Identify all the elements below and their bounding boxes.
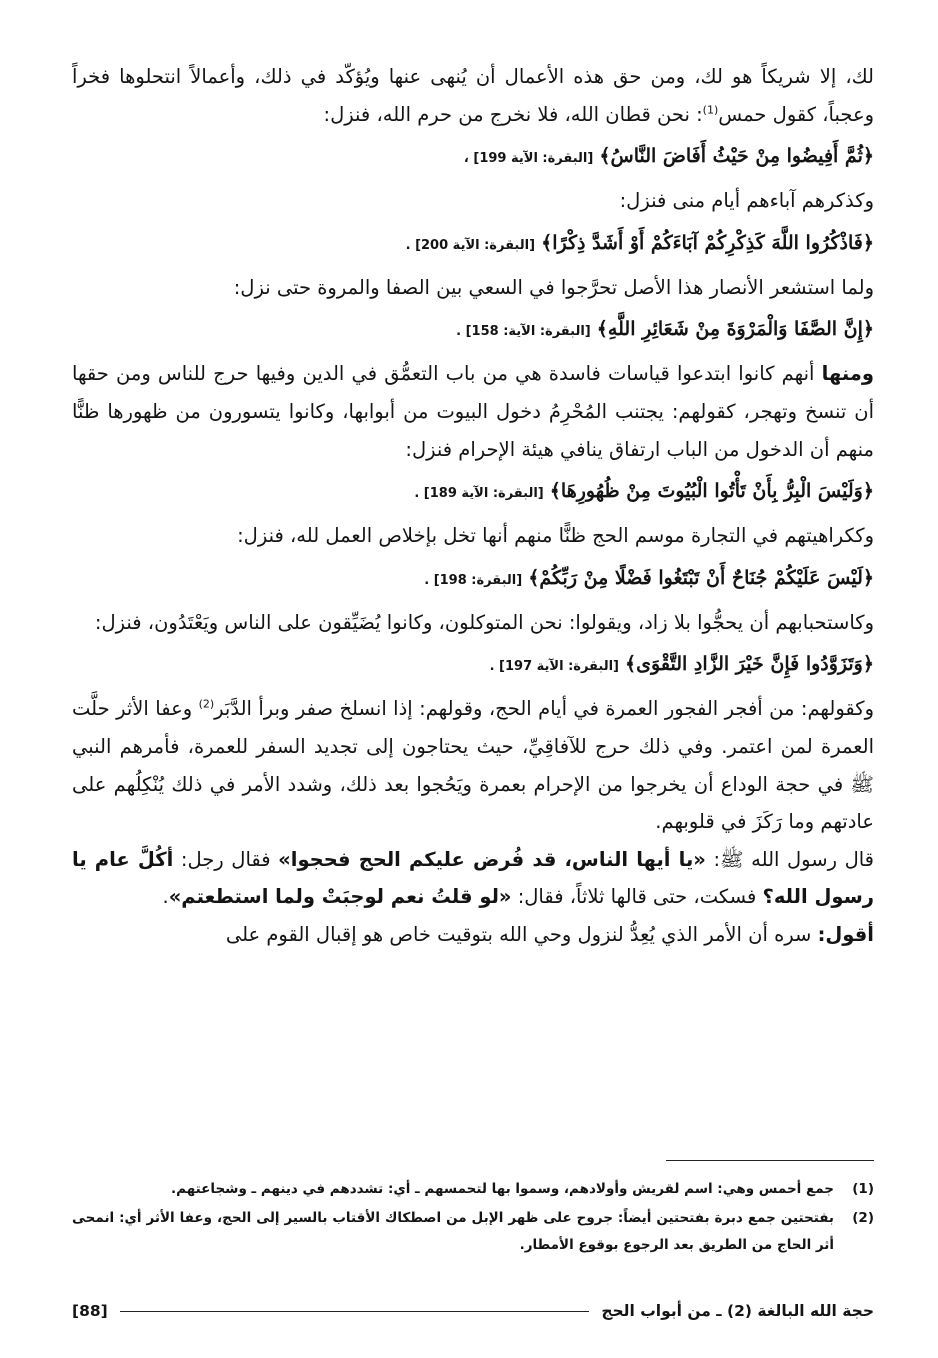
quran-verse bbox=[72, 641, 874, 690]
quran-verse bbox=[72, 133, 874, 182]
paragraph-text: فسكت، حتى قالها ثلاثاً، فقال: bbox=[511, 885, 763, 909]
footnote-text: جمع أحمس وهي: اسم لقريش وأولادهم، وسموا بها لتحمسهم ـ أي: تشددهم في دينهم ـ وشجاعتهم. bbox=[171, 1181, 834, 1197]
paragraph-lead-word: أقول: bbox=[817, 922, 874, 946]
book-title: حجة الله البالغة (2) ـ من أبواب الحج bbox=[601, 1302, 874, 1320]
verse-reference: [البقرة: الآية 189] . bbox=[414, 486, 544, 502]
paragraph: وككراهيتهم في التجارة موسم الحج ظنًّا منهم أنها تخل بإخلاص العمل لله، فنزل: bbox=[237, 524, 874, 548]
quran-verse bbox=[72, 220, 874, 269]
hadith-quote: أكُلَّ عام يا رسول الله؟ bbox=[72, 847, 874, 909]
verse-reference: [البقرة: الآية: 158] . bbox=[456, 324, 591, 340]
footnote-item bbox=[72, 1176, 874, 1203]
paragraph bbox=[72, 916, 874, 954]
verse-text: ﴿وَلَيْسَ الْبِرُّ بِأَنْ تَأْتُوا الْبُيُوتَ مِنْ ظُهُورِهَا﴾ bbox=[549, 480, 874, 503]
paragraph bbox=[72, 58, 874, 133]
footnote-text: بفتحتين جمع دبرة بفتحتين أيضاً: جروح على ظهر الإبل من اصطكاك الأقتاب بالسير إلى الحج، وعفا الأثر أي: انمحى أثر الحاج من الطريق بعد الرجوع بوقوع الأمطار. bbox=[72, 1210, 834, 1253]
quran-verse bbox=[72, 468, 874, 517]
paragraph: وكذكرهم آباءهم أيام منى فنزل: bbox=[619, 189, 874, 213]
hadith-quote: «يا أيها الناس، قد فُرض عليكم الحج فحجوا» bbox=[278, 847, 706, 871]
quran-verse bbox=[72, 555, 874, 604]
paragraph: وكاستحبابهم أن يحجُّوا بلا زاد، ويقولوا: نحن المتوكلون، وكانوا يُضَيِّقون على الناس ويَعْتَدُون، فنزل: bbox=[94, 610, 874, 634]
paragraph-text: وعفا الأثر حلَّت العمرة لمن اعتمر. وفي ذلك حرج للآفاقِيِّ، حيث يحتاجون إلى تجديد السفر للعمرة، فأمرهم النبي ﷺ في حجة الوداع أن يخرجوا من الإحرام بعمرة ويَحُجوا بعد ذلك، وشدد الأمر في ذلك يُنْكِلُهم على عادتهم وما رَكَزَ في قلوبهم. bbox=[72, 697, 874, 834]
verse-reference: [البقرة: الآية 200] . bbox=[405, 237, 536, 253]
paragraph-text: قال رسول الله ﷺ: bbox=[705, 847, 875, 871]
verse-reference: [البقرة: 198] . bbox=[424, 572, 523, 588]
paragraph-lead-word: ومنها bbox=[821, 362, 874, 386]
verse-reference: [البقرة: الآية 197] . bbox=[489, 659, 619, 675]
running-footer bbox=[72, 1296, 874, 1326]
footnote-number: (1) bbox=[852, 1181, 874, 1197]
verse-text: ﴿وَتَزَوَّدُوا فَإِنَّ خَيْرَ الزَّادِ التَّقْوَى﴾ bbox=[625, 653, 874, 676]
page-body bbox=[72, 58, 874, 954]
paragraph-text: أنهم كانوا ابتدعوا قياسات فاسدة هي من باب التعمُّق في الدين وفيها حرج للناس ومن حقها أن تنسخ وتهجر، كقولهم: يجتنب المُحْرِمُ دخول البيوت من أبوابها، وكانوا يتسورون من ظهورها ظنًّا منهم أن الدخول من الباب ارتفاق ينافي هيئة الإحرام فنزل: bbox=[72, 362, 874, 461]
hadith-quote: «لو قلتُ نعم لوجبَتْ ولما استطعتم» bbox=[168, 885, 512, 909]
verse-text: ﴿فَاذْكُرُوا اللَّهَ كَذِكْرِكُمْ آبَاءَكُمْ أَوْ أَشَدَّ ذِكْرًا﴾ bbox=[541, 231, 874, 254]
verse-text: ﴿لَيْسَ عَلَيْكُمْ جُنَاحٌ أَنْ تَبْتَغُوا فَضْلًا مِنْ رَبِّكُمْ﴾ bbox=[528, 566, 874, 589]
paragraph bbox=[72, 841, 874, 916]
quran-verse bbox=[72, 306, 874, 355]
paragraph-text: لك، إلا شريكاً هو لك، ومن حق هذه الأعمال أن يُنهى عنها ويُؤكّد في ذلك، وأعمالاً انتحلوها فخراً وعجباً، كقول حمس bbox=[72, 65, 874, 126]
verse-text: ﴿ثُمَّ أَفِيضُوا مِنْ حَيْثُ أَفَاضَ النَّاسُ﴾ bbox=[599, 145, 874, 168]
footnote-list bbox=[72, 1176, 874, 1261]
verse-reference: [البقرة: الآية 199] ، bbox=[463, 151, 594, 167]
paragraph-text: سره أن الأمر الذي يُعِدُّ لنزول وحي الله بتوقيت خاص هو إقبال القوم على bbox=[225, 922, 818, 946]
paragraph-text: . bbox=[162, 885, 169, 909]
verse-text: ﴿إِنَّ الصَّفَا وَالْمَرْوَةَ مِنْ شَعَائِرِ اللَّهِ﴾ bbox=[596, 318, 874, 341]
paragraph-text: وكقولهم: من أفجر الفجور العمرة في أيام الحج، وقولهم: إذا انسلخ صفر وبرأ الدَّبَر bbox=[214, 697, 874, 721]
page-number: [88] bbox=[72, 1302, 108, 1320]
paragraph-text: فقال رجل: bbox=[173, 847, 279, 871]
paragraph bbox=[72, 355, 874, 468]
footnote-number: (2) bbox=[852, 1210, 874, 1226]
footnote-marker[interactable]: (1) bbox=[702, 103, 719, 117]
paragraph bbox=[72, 690, 874, 840]
footnote-separator bbox=[666, 1160, 874, 1161]
footnote-item bbox=[72, 1205, 874, 1259]
footer-rule bbox=[120, 1311, 590, 1312]
footnote-marker[interactable]: (2) bbox=[198, 697, 215, 711]
paragraph: ولما استشعر الأنصار هذا الأصل تحرَّجوا في السعي بين الصفا والمروة حتى نزل: bbox=[233, 275, 874, 299]
paragraph-text: : نحن قطان الله، فلا نخرج من حرم الله، فنزل: bbox=[323, 102, 703, 126]
